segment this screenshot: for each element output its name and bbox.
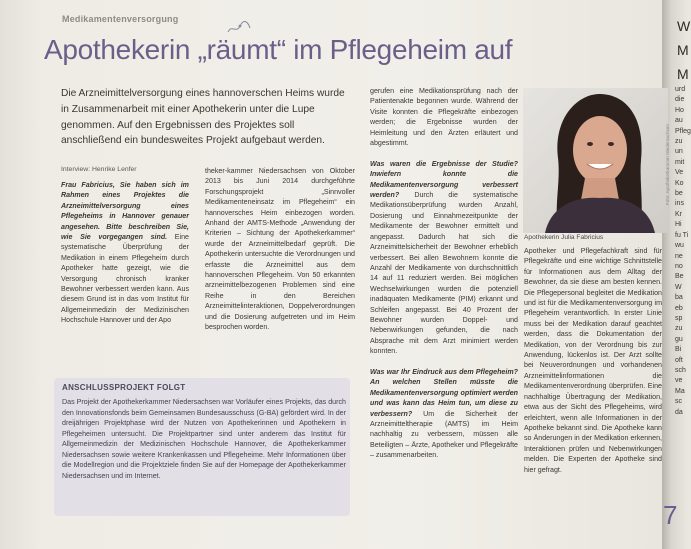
question: Was war Ihr Eindruck aus dem Pflegeheim? An welchen Stellen müsste die Medikamentenversorgung optimiert werden und was kann das Heim tun, um diese zu verbessern?: [370, 367, 518, 418]
column-3: [370, 86, 518, 512]
answer: Um die Sicherheit der Arzneimitteltherapie (AMTS) im Heim nachhaltig zu verbessern, müssen alle Beteiligten – Ärzte, Apotheker und Pflegekräfte – zusammenarbeiten.: [370, 409, 518, 460]
info-box-title: ANSCHLUSSPROJEKT FOLGT: [62, 383, 186, 392]
portrait-image: [523, 88, 668, 233]
answer: Durch die systematische Medikationsüberprüfung wurden Anzahl, Dosierung und Einnahmezeitpunkte der Medikamente der Bewohner ermittelt und angepasst. Dadurch hat sich die Arzneimittelsicherheit der Bewohner erheblich verbessert. Bei allen Bewohnern konnte die Anzahl der Medikamente von durchschnittlich 14 auf 11 reduziert werden. Bei möglichen Wechselwirkungen wurden die potenziell inadäquaten Medikamente (PIM) erkannt und Schleifen angepasst. Bei 40 Prozent der Bewohner wurden Doppel- und Nebenwirkungen gefunden, die nach Absprache mit dem Arzt minimiert werden konnten.: [370, 191, 518, 356]
column-intro: gerufen eine Medikationsprüfung nach der Patientenakte begonnen wurde. Während der Visite konnten die Pflegekräfte einbezogen werden; die Ergebnisse wurden der Heimleitung und den Ärzten erläutert und abgestimmt.: [370, 87, 518, 148]
section-kicker: Medikamentenversorgung: [62, 14, 179, 24]
article-lead: Die Arzneimittelversorgung eines hannoverschen Heims wurde in Zusammenarbeit mit einer Apothekerin unter die Lupe genommen. Auf den Ergebnissen des Projektes soll anschließend ein bundesweites Projekt aufgebaut werden.: [61, 88, 345, 147]
next-page-edge-text: urd die Ho au Pfleg zu un mit Ve Ko be ins Kr Hi fu Ti wu ne no Be W ba eb sp zu gu Bi oft sch ve Ma sc da: [675, 86, 691, 416]
page-number: 7: [663, 500, 678, 530]
info-box-text: Das Projekt der Apothekerkammer Niedersachsen war Vorläufer eines Projekts, das durch den Innovationsfonds beim Gemeinsamen Bundesausschuss (G-BA) gefördert wird. In der dreijährigen Projektphase wird der Nutzen von Apothekerinnen und Apothekern in Pflegeheimen untersucht. Die Projektpartner sind unter anderem das Institut für Allgemeinmedizin der Medizinischen Hochschule Hannover, die Apothekerkammer Niedersachsen sowie weitere Krankenkassen und Pflegeheime. Mehr Informationen über die Modellregion und die Projektziele finden Sie auf der Homepage der Apothekerkammer Niedersachsen und im Internet.: [62, 398, 346, 480]
edge-letter: M: [677, 42, 689, 58]
column-4: [524, 246, 662, 524]
edge-letter: M: [677, 66, 689, 82]
article-headline: Apothekerin „räumt“ im Pflegeheim auf: [44, 34, 513, 65]
column-1: [61, 180, 189, 360]
next-page-edge: [677, 14, 689, 86]
photo-caption: Apothekerin Julia Fabricius: [524, 234, 604, 241]
photo-credit: Foto: Apothekerkammer Niedersachsen: [665, 124, 670, 205]
edge-letter: W: [677, 18, 691, 34]
question: Frau Fabricius, Sie haben sich im Rahmen eines Projektes die Arzneimittelversorgung eines Pflegeheims in Hannover genauer angesehen. Bitte beschreiben Sie, wie Sie vorgegangen sind.: [61, 181, 189, 242]
portrait-photo: [523, 88, 668, 233]
column-2: [205, 166, 355, 356]
byline: Interview: Henrike Lenfer: [61, 166, 137, 173]
answer: Eine systematische Überprüfung der Medikation in einem Pflegeheim durch Apotheker hatte gezeigt, wie die Versorgung chronisch kranker Bewohner verbessert werden kann. Aus diesem Grund ist in das vom Institut für Allgemeinmedizin der Medizinischen Hochschule Hannover und der Apo: [61, 233, 189, 325]
column-text: Apotheker und Pflegefachkraft sind für Pflegekräfte und eine wichtige Schnittstelle für Informationen aus dem Alltag der Bewohner, da sie diese am besten kennen. Die Pflegepersonal begleitet die Medikation und ist für die Medikamentenversorgung im Pflegeheim verantwortlich. In erster Linie muss bei der Medikation darauf geachtet werden, dass die Dokumentation der Medikation, von der Verordnung bis zur Anwendung, lückenlos ist. Der Arzt sollte bei Neuverordnungen und vorhandenen Arzneimittelinformationen die Medikamentenverordnung überprüfen. Eine nachhaltige Übertragung der Medikation, etwa aus der Sicht des Pflegeheims, wird erleichtert, wenn alle Informationen in der Apotheke bekannt sind. Die Apotheke kann so Änderungen in der Medikation erkennen, Interaktionen prüfen und Nebenwirkungen melden. Die Experten der Apotheke sind hier gefragt.: [524, 247, 662, 474]
question: Was waren die Ergebnisse der Studie? Inwiefern konnte die Medikamentenversorgung verbessert werden?: [370, 159, 518, 200]
column-text: theker-kammer Niedersachsen von Oktober 2013 bis Juni 2014 durchgeführte Forschungsprojekt „Sinnvoller Medikamenteneinsatz im Pflegeheim“ ein hannoversches Heim einbezogen worden. Anhand der AMTS-Methode „Anwendung der Kriterien – Sichtung der Apothekerkammer“ wurde der Arzneimittelbedarf geprüft. Die Apothekerin untersuchte die Verordnungen und erfasste die Arzneimittel aus dem hannoverschen Pflegeheim. Von 50 erkannten arzneimittelbezogenen Problemen sind eine Reihe in den Bereichen Arzneimittelinteraktionen, Doppelverordnungen und die Dosierung aufgetreten und im Heim besprochen worden.: [205, 167, 355, 332]
